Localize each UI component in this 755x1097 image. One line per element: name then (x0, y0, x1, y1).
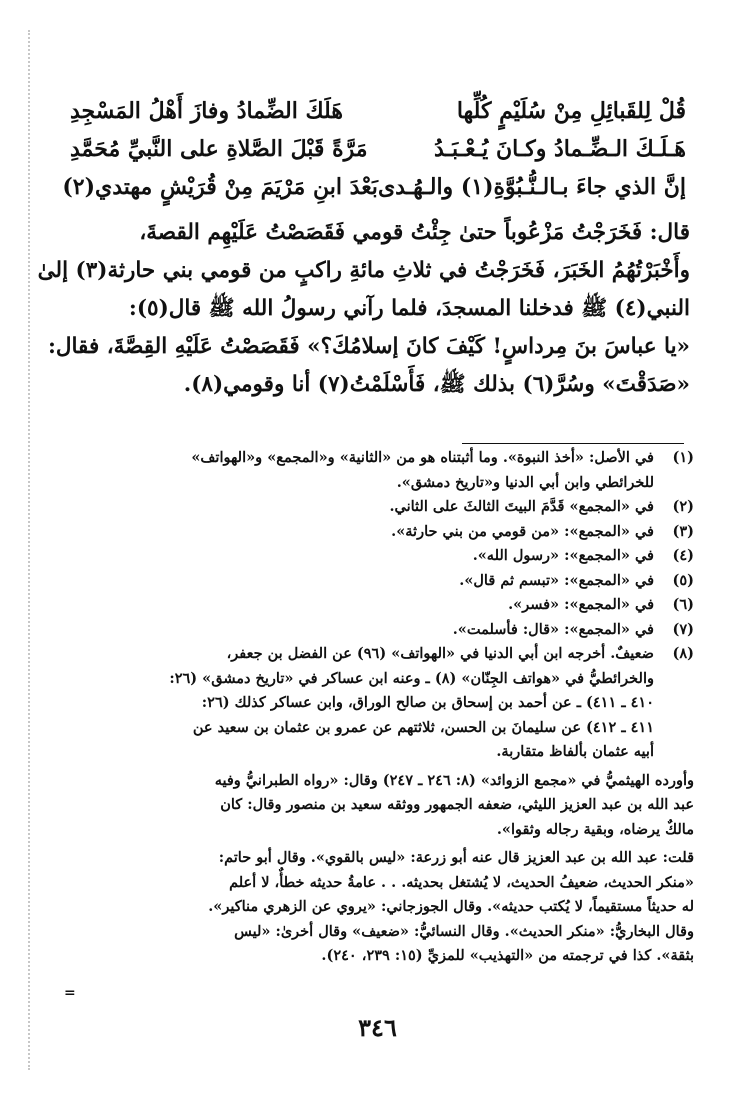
text-line: قال: فَخَرَجْتُ مَزْعُوباً حتىٰ جِئْتُ قومي فَقَصَصْتُ عَلَيْهِم القصةَ، (139, 220, 690, 245)
verse-second-hemistich: هَلَكَ الضِّمادُ وفازَ أَهْلُ المَسْجِدِ (70, 98, 343, 124)
page-number: ٣٤٦ (358, 1013, 397, 1042)
footnote-text (58, 520, 654, 545)
footnote (58, 618, 694, 643)
verse-second-hemistich: بَعْدَ ابنِ مَرْيَمَ مِنْ قُرَيْشٍ مهتدي(٢) (62, 174, 378, 200)
footnote-number: (١) (672, 449, 694, 466)
footnote-text (58, 642, 654, 765)
footnote-line: في «المجمع»: «من قومي من بني حارثة». (391, 522, 654, 540)
footnote-line: مالكٌ يرضاه، وبقية رجاله وثقوا». (496, 820, 694, 838)
footnote-line: عبد الله بن عبد العزيز الليثي، ضعفه الجمهور ووثقه سعيد بن منصور وقال: كان (220, 796, 694, 813)
footnote (58, 495, 694, 520)
text-line: «صَدَقْتَ» وسُرَّ(٦) بذلك ﷺ، فَأَسْلَمْتُ(٧) أنا وقومي(٨). (183, 372, 690, 397)
poem-verse (62, 168, 686, 206)
footnote-separator (462, 443, 684, 444)
footnote-continuation (58, 846, 694, 969)
footnote-line: ٤١١ ـ ٤١٢) عن سليمانَ بن الحسن، ثلاثتهم عن عمرو بن عثمان بن سعيد عن (192, 718, 654, 736)
footnote-continuation (58, 769, 694, 843)
footnote-text (58, 569, 654, 594)
footnote-number: (٣) (672, 522, 694, 540)
footnote-line: أبيه عثمان بألفاظ متقاربة. (496, 743, 654, 760)
scan-edge-dots (28, 30, 32, 1070)
footnote-line: بثقة». كذا في ترجمته من «التهذيب» للمزيِّ (١٥: ٢٣٩، ٢٤٠). (321, 947, 694, 964)
footnote-line: والخرائطيُّ في «هواتف الجِنّان» (٨) ـ وعنه ابن عساكر في «تاريخ دمشق» (٢٦: (169, 669, 654, 687)
footnote-number: (٥) (672, 571, 694, 589)
footnote-text (58, 446, 654, 495)
footnote-line: في «المجمع» قَدَّمَ البيتَ الثالثَ على الثاني. (389, 498, 654, 515)
verse-first-hemistich: هَـلَـكَ الـضِّـمادُ وكـانَ يُـعْـبَـدُ (434, 136, 686, 162)
footnote (58, 569, 694, 594)
verse-second-hemistich: مَرَّةً قَبْلَ الصَّلاةِ على النَّبيِّ مُحَمَّدِ (70, 136, 368, 162)
footnote-text (58, 544, 654, 569)
footnote-line: «منكر الحديث، ضعيفُ الحديث، لا يُشتغل بحديثه. . . عامةُ حديثه خطأٌ، لا أعلم (229, 873, 694, 891)
footnote-number: (٤) (672, 547, 694, 564)
text-line: «يا عباسَ بنَ مِرداسٍ! كَيْفَ كانَ إسلامُكَ؟» فَقَصَصْتُ عَلَيْهِ القِصَّةَ، فقال: (47, 334, 690, 359)
footnote-line: في «المجمع»: «رسول الله». (472, 547, 654, 564)
footnote-line: في «المجمع»: «قال: فأسلمت». (452, 620, 654, 638)
footnotes (58, 446, 694, 969)
footnote-number: (٨) (672, 645, 694, 662)
footnote-line: ٤١٠ ـ ٤١١) ـ عن أحمد بن إسحاق بن صالح الوراق، وابن عساكر كذلك (٢٦: (201, 694, 654, 711)
poem-verse (70, 92, 686, 130)
footnote-line: له حديثاً مستقيماً، لا يُكتب حديثه». وقال الجوزجاني: «يروي عن الزهري مناكير». (208, 898, 694, 915)
text-line: النبي(٤) ﷺ فدخلنا المسجدَ، فلما رآني رسولُ الله ﷺ قال(٥): (128, 296, 690, 321)
footnote-line: وأورده الهيثميُّ في «مجمع الزوائد» (٨: ٢٤٦ ـ ٢٤٧) وقال: «رواه الطبرانيُّ وفيه (214, 771, 694, 789)
footnote-number: (٦) (672, 596, 694, 613)
footnote (58, 544, 694, 569)
margin-mark: = (64, 985, 76, 1001)
footnote-line: للخرائطي وابن أبي الدنيا و«تاريخ دمشق». (396, 473, 654, 491)
footnote-line: قلت: عبد الله بن عبد العزيز قال عنه أبو زرعة: «ليس بالقوي». وقال أبو حاتم: (218, 849, 694, 866)
footnote-line: ضعيفٌ. أخرجه ابن أبي الدنيا في «الهواتف» (٩٦) عن الفضل بن جعفر، (226, 645, 654, 662)
footnote-text (58, 593, 654, 618)
footnote-line: في «المجمع»: «تبسم ثم قال». (459, 571, 654, 589)
footnote-number: (٧) (672, 620, 694, 638)
footnote-line: وقال البخاريُّ: «منكر الحديث». وقال النسائيُّ: «ضعيف» وقال أخرىٰ: «ليس (234, 922, 694, 940)
text-line: وأَخْبَرْتُهُمُ الخَبَرَ، فَخَرَجْتُ في ثلاثِ مائةِ راكبٍ من قومي بني حارثة(٣) إلىٰ (37, 258, 690, 283)
verse-first-hemistich: قُلْ لِلقَبائِلِ مِنْ سُلَيْمٍ كُلِّها (456, 98, 686, 124)
main-text (37, 214, 690, 404)
poem-block (62, 92, 686, 206)
footnote-line: في «المجمع»: «فسر». (508, 596, 654, 613)
verse-first-hemistich: إنَّ الذي جاءَ بـالـنُّـبُوَّةِ(١) والـهُـدى (377, 174, 686, 200)
footnote-text (58, 618, 654, 643)
footnote (58, 593, 694, 618)
footnote (58, 520, 694, 545)
footnote (58, 642, 694, 765)
footnote-line: في الأصل: «أخذ النبوة». وما أثبتناه هو من «الثانية» و«المجمع» و«الهواتف» (191, 449, 654, 466)
footnote-text (58, 495, 654, 520)
poem-verse (70, 130, 686, 168)
footnote-number: (٢) (672, 498, 694, 515)
footnote (58, 446, 694, 495)
